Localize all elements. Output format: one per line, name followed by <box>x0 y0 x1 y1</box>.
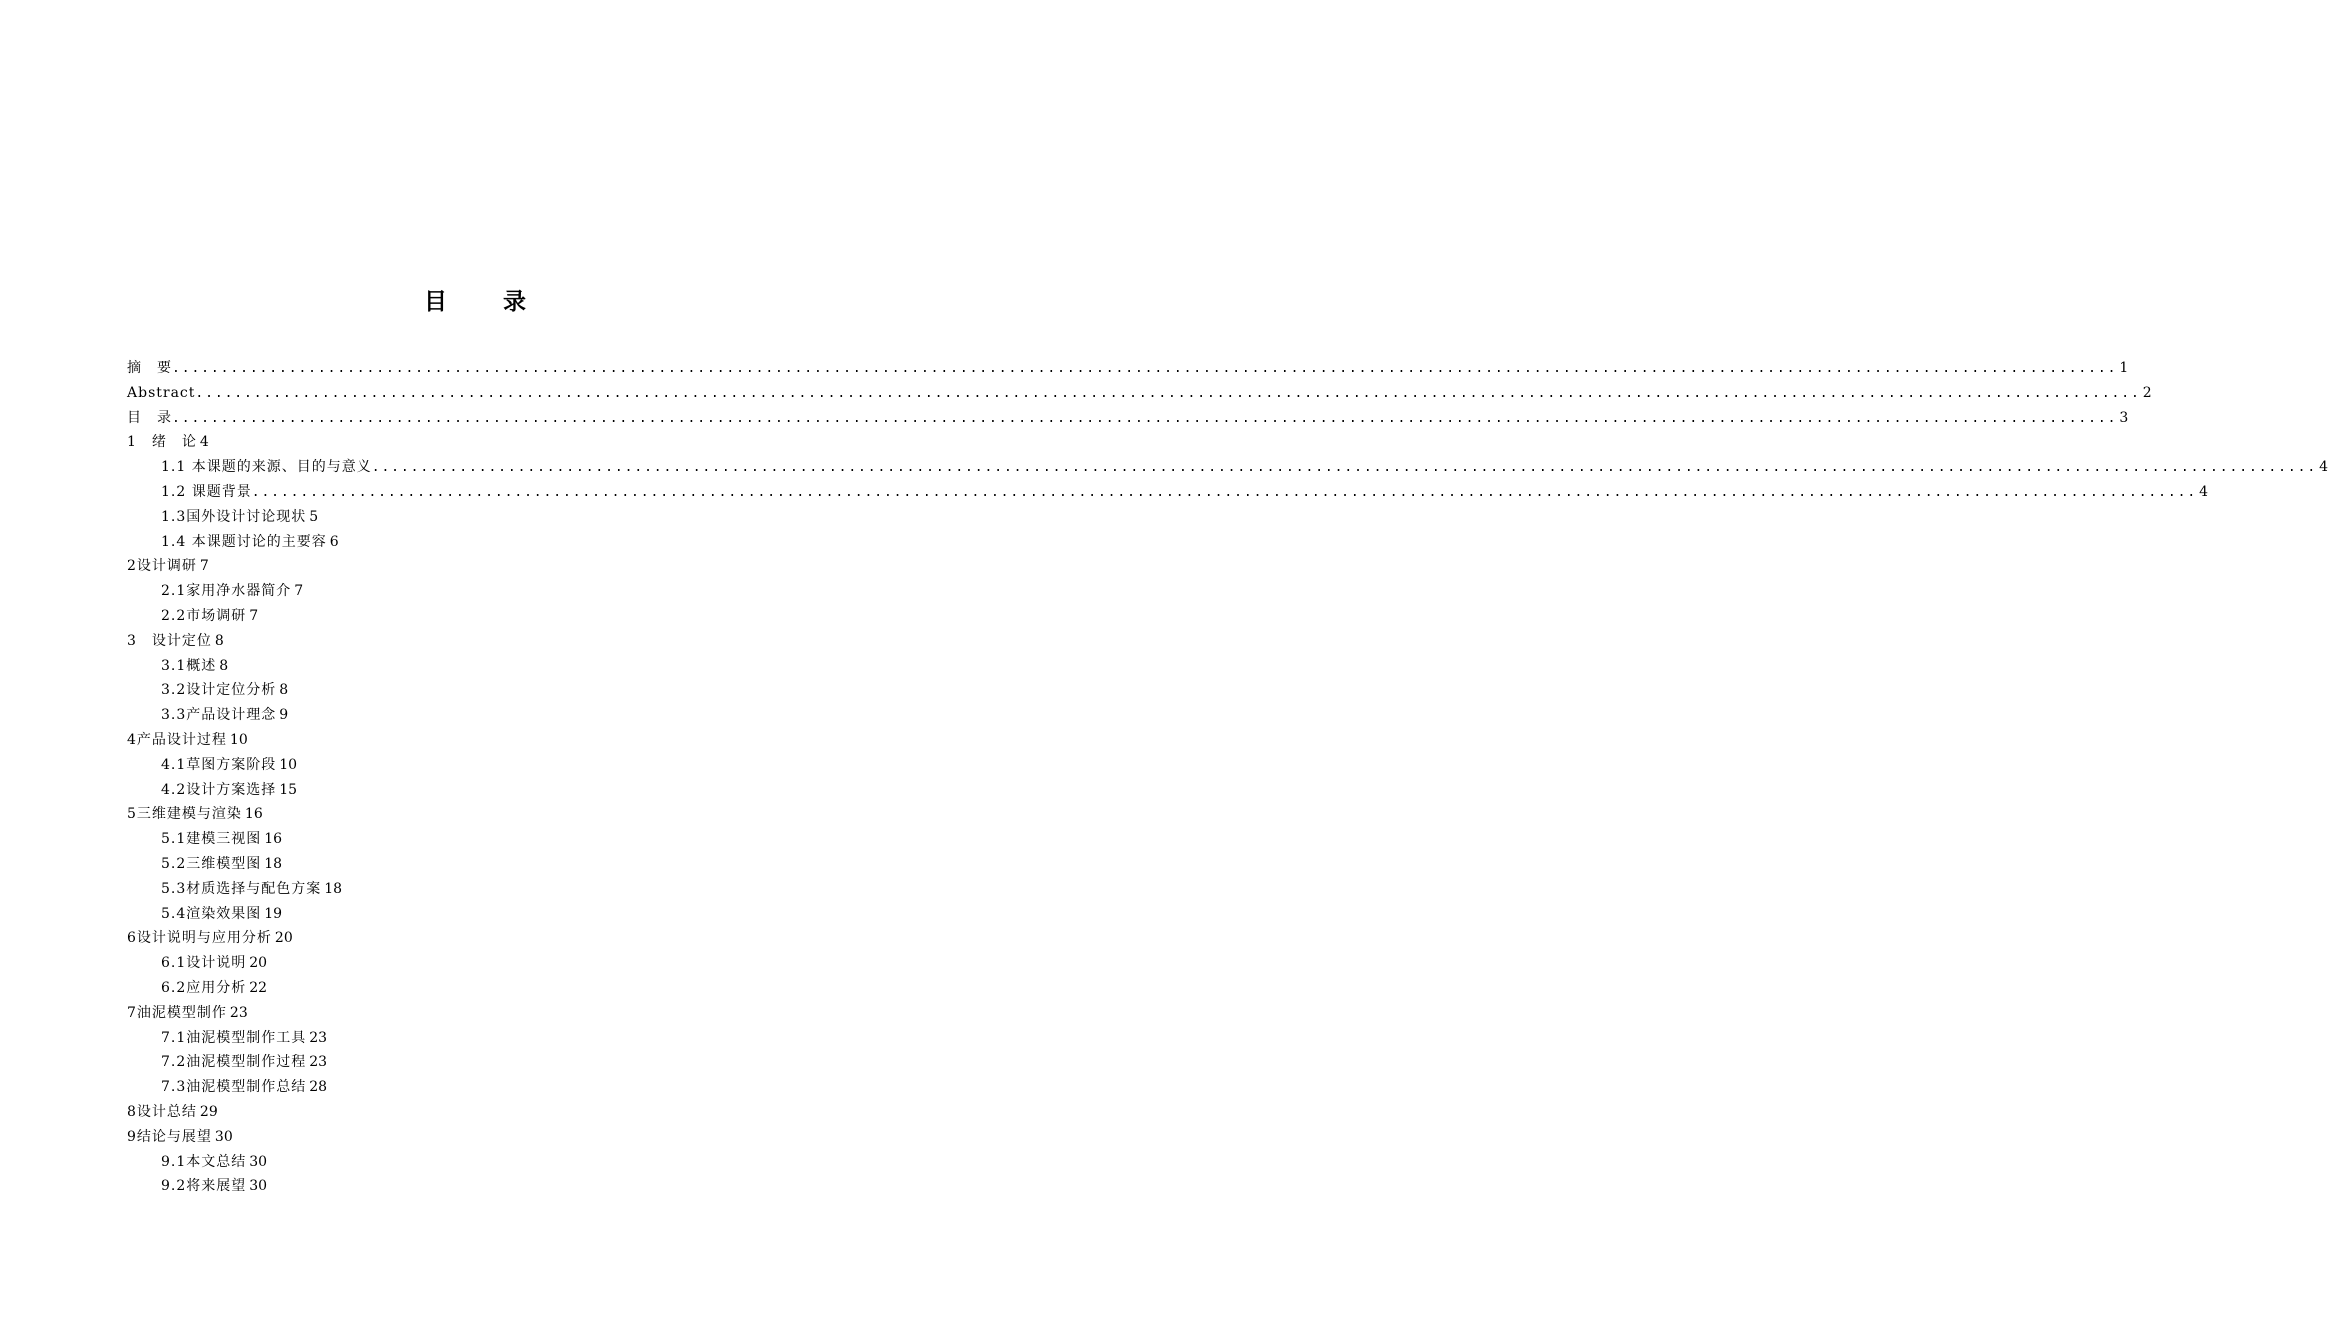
toc-leader-dots: ........................................................................................................................................................................................................ <box>371 460 2318 476</box>
toc-entry[interactable] <box>127 1001 827 1026</box>
toc-entry-page: 7 <box>294 583 304 600</box>
toc-entry-page: 15 <box>279 781 298 798</box>
toc-entry[interactable] <box>127 554 827 579</box>
toc-entry-label: 1 绪 论 <box>127 434 197 451</box>
toc-entry-page: 7 <box>199 558 209 575</box>
toc-entry-page: 23 <box>229 1004 248 1021</box>
toc-entry[interactable] <box>127 1125 827 1150</box>
toc-entry-page: 28 <box>309 1079 328 1096</box>
toc-entry[interactable] <box>127 926 827 951</box>
toc-entry-label: 1.4 本课题讨论的主要容 <box>161 533 327 550</box>
toc-entry[interactable] <box>127 877 827 902</box>
toc-entry-page: 2 <box>2142 384 2152 401</box>
toc-entry-label: 1.1 本课题的来源、目的与意义 <box>161 459 372 476</box>
toc-entry[interactable] <box>127 902 827 927</box>
toc-entry[interactable] <box>127 951 827 976</box>
toc-entry-label: 7.3油泥模型制作总结 <box>161 1079 307 1096</box>
toc-entry-label: 目 录 <box>127 409 172 426</box>
toc-entry[interactable] <box>127 1174 827 1199</box>
toc-entry-label: 9结论与展望 <box>127 1128 212 1145</box>
toc-entry-label: 6.2应用分析 <box>161 979 247 996</box>
toc-entry[interactable] <box>127 1050 827 1075</box>
toc-entry-page: 16 <box>244 806 263 823</box>
toc-entry-label: 3 设计定位 <box>127 632 212 649</box>
toc-entry[interactable] <box>127 629 827 654</box>
toc-entry-label: 1.3国外设计讨论现状 <box>161 508 307 525</box>
toc-entry-page: 4 <box>2199 483 2208 500</box>
toc-entry-page: 4 <box>199 434 209 451</box>
toc-entry-page: 19 <box>264 905 283 922</box>
toc-entry-page: 7 <box>249 607 259 624</box>
toc-entry-label: 2.1家用净水器简介 <box>161 583 292 600</box>
toc-entry[interactable] <box>127 654 827 679</box>
toc-entry[interactable] <box>127 579 827 604</box>
toc-entry[interactable] <box>127 1026 827 1051</box>
toc-entry-label: 7.2油泥模型制作过程 <box>161 1054 307 1071</box>
toc-entry[interactable] <box>127 356 2129 381</box>
toc-entry-label: 5.1建模三视图 <box>161 831 262 848</box>
toc-entry-label: 4产品设计过程 <box>127 731 227 748</box>
toc-entry-page: 1 <box>2119 360 2129 376</box>
toc-entry-label: 6设计说明与应用分析 <box>127 930 272 947</box>
toc-entry-page: 18 <box>324 880 343 897</box>
toc-entry-label: 4.2设计方案选择 <box>161 781 277 798</box>
toc-entry-page: 30 <box>214 1128 233 1145</box>
toc-entry-page: 3 <box>2119 409 2129 426</box>
toc-entry-label: 7油泥模型制作 <box>127 1004 227 1021</box>
toc-entry-page: 4 <box>2319 459 2328 476</box>
toc-entry[interactable] <box>127 455 2328 480</box>
toc-entry-label: 5.2三维模型图 <box>161 855 262 872</box>
toc-entry[interactable] <box>127 530 827 555</box>
table-of-contents <box>127 356 2328 1199</box>
toc-entry-page: 8 <box>219 657 229 674</box>
toc-entry[interactable] <box>127 381 2152 406</box>
toc-entry[interactable] <box>127 678 827 703</box>
toc-entry-label: 2.2市场调研 <box>161 607 247 624</box>
toc-leader-dots: ........................................................................................................................................................................................................ <box>172 361 2118 376</box>
toc-entry-label: 9.2将来展望 <box>161 1178 247 1195</box>
toc-entry-page: 20 <box>249 955 268 972</box>
toc-entry-page: 22 <box>249 979 268 996</box>
toc-entry[interactable] <box>127 976 827 1001</box>
toc-entry[interactable] <box>127 703 827 728</box>
toc-entry-page: 29 <box>199 1103 218 1120</box>
toc-entry-label: Abstract <box>127 384 196 401</box>
toc-entry[interactable] <box>127 753 827 778</box>
page-title: 目 录 <box>423 289 550 315</box>
toc-entry-label: 1.2 课题背景 <box>161 483 252 500</box>
toc-entry[interactable] <box>127 505 827 530</box>
toc-entry-label: 9.1本文总结 <box>161 1153 247 1170</box>
toc-entry[interactable] <box>127 480 2208 505</box>
toc-entry-page: 5 <box>309 508 319 525</box>
toc-entry-page: 8 <box>279 682 289 699</box>
toc-leader-dots: ........................................................................................................................................................................................................ <box>172 410 2118 426</box>
toc-entry[interactable] <box>127 852 827 877</box>
toc-entry[interactable] <box>127 802 827 827</box>
toc-entry-label: 摘 要 <box>127 360 172 376</box>
toc-entry-label: 5三维建模与渲染 <box>127 806 242 823</box>
toc-entry[interactable] <box>127 1150 827 1175</box>
toc-entry-label: 8设计总结 <box>127 1103 197 1120</box>
toc-entry-label: 3.2设计定位分析 <box>161 682 277 699</box>
toc-entry-page: 9 <box>279 707 289 724</box>
toc-entry-label: 5.4渲染效果图 <box>161 905 262 922</box>
toc-entry[interactable] <box>127 728 827 753</box>
toc-entry-label: 6.1设计说明 <box>161 955 247 972</box>
toc-entry-page: 10 <box>229 731 248 748</box>
toc-entry-label: 2设计调研 <box>127 558 197 575</box>
toc-entry-page: 6 <box>329 533 339 550</box>
toc-leader-dots: ........................................................................................................................................................................................................ <box>251 484 2198 500</box>
toc-entry-page: 23 <box>309 1054 328 1071</box>
toc-entry-page: 30 <box>249 1178 268 1195</box>
toc-entry-page: 23 <box>309 1029 328 1046</box>
toc-entry[interactable] <box>127 1075 827 1100</box>
toc-entry-page: 20 <box>274 930 293 947</box>
toc-entry[interactable] <box>127 604 827 629</box>
toc-entry[interactable] <box>127 778 827 803</box>
toc-entry-page: 18 <box>264 855 283 872</box>
toc-entry-label: 3.1概述 <box>161 657 217 674</box>
toc-entry-page: 30 <box>249 1153 268 1170</box>
toc-entry[interactable] <box>127 1100 827 1125</box>
toc-entry-page: 16 <box>264 831 283 848</box>
toc-leader-dots: ........................................................................................................................................................................................................ <box>195 385 2141 401</box>
toc-entry-page: 8 <box>214 632 224 649</box>
toc-entry[interactable] <box>127 827 827 852</box>
toc-entry-label: 5.3材质选择与配色方案 <box>161 880 322 897</box>
toc-entry-label: 3.3产品设计理念 <box>161 707 277 724</box>
toc-entry-label: 4.1草图方案阶段 <box>161 756 277 773</box>
toc-entry[interactable] <box>127 430 827 455</box>
toc-entry-page: 10 <box>279 756 298 773</box>
toc-entry[interactable] <box>127 406 2129 431</box>
toc-entry-label: 7.1油泥模型制作工具 <box>161 1029 307 1046</box>
